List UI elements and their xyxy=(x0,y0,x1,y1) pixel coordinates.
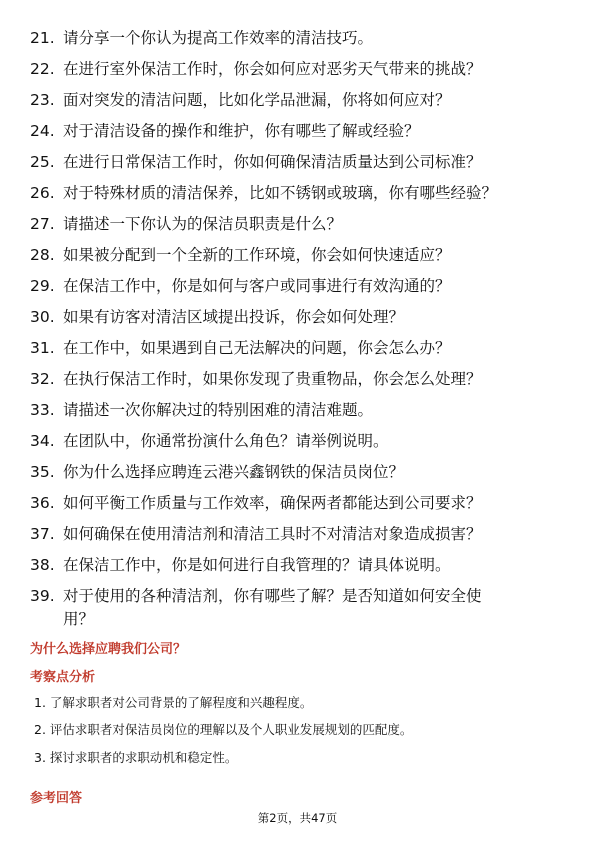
section-title: 为什么选择应聘我们公司？ xyxy=(30,642,187,657)
question-number: 28. xyxy=(30,246,55,264)
analysis-item: 3. 探讨求职者的求职动机和稳定性。 xyxy=(34,750,238,765)
question-number: 21. xyxy=(30,29,55,47)
question-item xyxy=(30,27,550,50)
question-text: 如何确保在使用清洁剂和清洁工具时不对清洁对象造成损害？ xyxy=(63,525,482,543)
question-number: 22. xyxy=(30,60,55,78)
question-number: 25. xyxy=(30,153,55,171)
question-item xyxy=(30,120,550,143)
question-item xyxy=(30,585,550,631)
question-text: 在工作中，如果遇到自己无法解决的问题，你会怎么办？ xyxy=(63,339,451,357)
question-number: 35. xyxy=(30,463,55,481)
question-item xyxy=(30,492,550,515)
question-text: 如果被分配到一个全新的工作环境，你会如何快速适应？ xyxy=(63,246,451,264)
question-text: 面对突发的清洁问题，比如化学品泄漏，你将如何应对？ xyxy=(63,91,451,109)
question-item xyxy=(30,58,550,81)
question-text: 对于特殊材质的清洁保养，比如不锈钢或玻璃，你有哪些经验？ xyxy=(63,184,498,202)
question-text: 在进行日常保洁工作时，你如何确保清洁质量达到公司标准？ xyxy=(63,153,482,171)
analysis-item: 2. 评估求职者对保洁员岗位的理解以及个人职业发展规划的匹配度。 xyxy=(34,722,413,737)
question-text: 如何平衡工作质量与工作效率，确保两者都能达到公司要求？ xyxy=(63,494,482,512)
question-text: 在进行室外保洁工作时，你会如何应对恶劣天气带来的挑战？ xyxy=(63,60,482,78)
question-item xyxy=(30,399,550,422)
question-text: 如果有访客对清洁区域提出投诉，你会如何处理？ xyxy=(63,308,405,326)
question-text: 对于使用的各种清洁剂，你有哪些了解？是否知道如何安全使 xyxy=(63,587,482,605)
question-item xyxy=(30,554,550,577)
question-text: 在团队中，你通常扮演什么角色？请举例说明。 xyxy=(63,432,389,450)
question-number: 39. xyxy=(30,587,55,605)
question-item xyxy=(30,89,550,112)
question-number: 32. xyxy=(30,370,55,388)
analysis-item: 1. 了解求职者对公司背景的了解程度和兴趣程度。 xyxy=(34,695,313,710)
question-item xyxy=(30,461,550,484)
question-item xyxy=(30,306,550,329)
page-footer: 第2页，共47页 xyxy=(257,811,338,825)
question-number: 31. xyxy=(30,339,55,357)
question-text: 在执行保洁工作时，如果你发现了贵重物品，你会怎么处理？ xyxy=(63,370,482,388)
question-text: 你为什么选择应聘连云港兴鑫钢铁的保洁员岗位？ xyxy=(63,463,405,481)
question-text: 请描述一次你解决过的特别困难的清洁难题。 xyxy=(63,401,374,419)
question-item xyxy=(30,182,550,205)
question-number: 30. xyxy=(30,308,55,326)
question-item xyxy=(30,275,550,298)
question-item xyxy=(30,368,550,391)
answer-title: 参考回答 xyxy=(30,791,83,806)
question-number: 29. xyxy=(30,277,55,295)
question-item xyxy=(30,213,550,236)
question-number: 23. xyxy=(30,91,55,109)
analysis-title: 考察点分析 xyxy=(30,670,96,685)
question-number: 27. xyxy=(30,215,55,233)
question-text: 在保洁工作中，你是如何进行自我管理的？请具体说明。 xyxy=(63,556,451,574)
question-text: 请描述一下你认为的保洁员职责是什么？ xyxy=(63,215,343,233)
question-item xyxy=(30,337,550,360)
question-item xyxy=(30,523,550,546)
question-number: 37. xyxy=(30,525,55,543)
question-text-continued: 用？ xyxy=(63,610,95,628)
question-number: 36. xyxy=(30,494,55,512)
question-text: 请分享一个你认为提高工作效率的清洁技巧。 xyxy=(63,29,374,47)
question-number: 34. xyxy=(30,432,55,450)
question-text: 在保洁工作中，你是如何与客户或同事进行有效沟通的？ xyxy=(63,277,451,295)
question-number: 33. xyxy=(30,401,55,419)
question-number: 24. xyxy=(30,122,55,140)
question-item xyxy=(30,430,550,453)
question-text: 对于清洁设备的操作和维护，你有哪些了解或经验？ xyxy=(63,122,420,140)
question-number: 38. xyxy=(30,556,55,574)
question-number: 26. xyxy=(30,184,55,202)
question-item xyxy=(30,151,550,174)
question-item xyxy=(30,244,550,267)
